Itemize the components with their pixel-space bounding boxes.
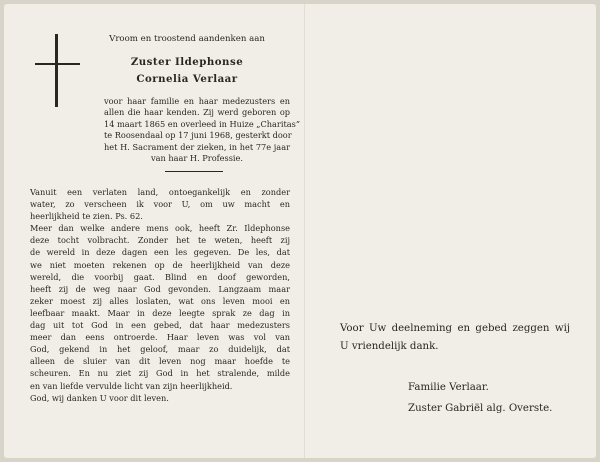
cross-icon-crossbar (35, 63, 80, 65)
text-line: leefbaar maakt. Maar in deze leegte sprak ze dag in (30, 307, 290, 318)
text-line: scheuren. En nu ziet zij God in het stralende, milde (30, 368, 290, 379)
text-line: wereld, die voorbij gaat. Blind en doof geworden, (30, 271, 290, 282)
signature-line-2: Zuster Gabriël alg. Overste. (408, 403, 553, 415)
tribute-paragraph (30, 222, 290, 403)
body-text (30, 186, 290, 404)
intro-line: van haar H. Professie. (151, 153, 243, 164)
text-line: dag uit tot God in een gebed, dat haar medezusters (30, 320, 290, 331)
text-line: deze tocht volbracht. Zonder het te weten, heeft zij (30, 235, 290, 246)
text-line: we niet moeten rekenen op de heerlijkheid van deze (30, 259, 290, 270)
intro-text (104, 96, 301, 164)
text-line: en van liefde vervulde licht van zijn heerlijkheid. (30, 380, 233, 391)
intro-line: te Roosendaal op 17 juni 1968, gesterkt door (104, 130, 292, 141)
name-line-1: Zuster Ildephonse (130, 56, 244, 68)
thanks-line-2: U vriendelijk dank. (340, 340, 439, 352)
text-line: alleen de sluier van dit leven nog maar hoefde te (30, 356, 290, 367)
thanks-line-1: Voor Uw deelneming en gebed zeggen wij (340, 323, 570, 334)
signature (408, 377, 552, 420)
cross-icon (55, 34, 58, 107)
intro-line: het H. Sacrament der zieken, in het 77e jaar (104, 141, 290, 152)
thanks-text (340, 320, 570, 355)
text-line: meer dan eens ontroerde. Haar leven was vol van (30, 332, 290, 343)
right-panel (304, 4, 596, 458)
text-line: God, gekend in het geloof, maar zo duidelijk, dat (30, 344, 290, 355)
text-line: heeft zij de weg naar God gevonden. Langzaam maar (30, 283, 290, 294)
text-line: God, wij danken U voor dit leven. (30, 392, 169, 403)
header-text: Vroom en troostend aandenken aan (109, 34, 265, 44)
intro-line: 14 maart 1865 en overleed in Huize „Charitas” (104, 118, 301, 129)
memorial-card (4, 4, 596, 458)
text-line: zeker moest zij alles loslaten, wat ons leven mooi en (30, 295, 290, 306)
text-line: Meer dan welke andere mens ook, heeft Zr. Ildephonse (30, 223, 290, 234)
text-line: water, zo verscheen ik voor U, om uw macht en (30, 199, 290, 210)
text-line: de wereld in deze dagen een les gegeven. De les, dat (30, 247, 290, 258)
intro-line: allen die haar kenden. Zij werd geboren op (104, 107, 290, 118)
psalm-paragraph (30, 186, 290, 222)
text-line: heerlijkheid te zien. Ps. 62. (30, 211, 143, 222)
divider (165, 171, 223, 172)
intro-line: voor haar familie en haar medezusters en (104, 96, 290, 106)
left-panel (4, 4, 304, 458)
text-line: Vanuit een verlaten land, ontoegankelijk en zonder (30, 187, 290, 197)
signature-line-1: Familie Verlaar. (408, 382, 489, 393)
name-line-2: Cornelia Verlaar (136, 73, 238, 85)
